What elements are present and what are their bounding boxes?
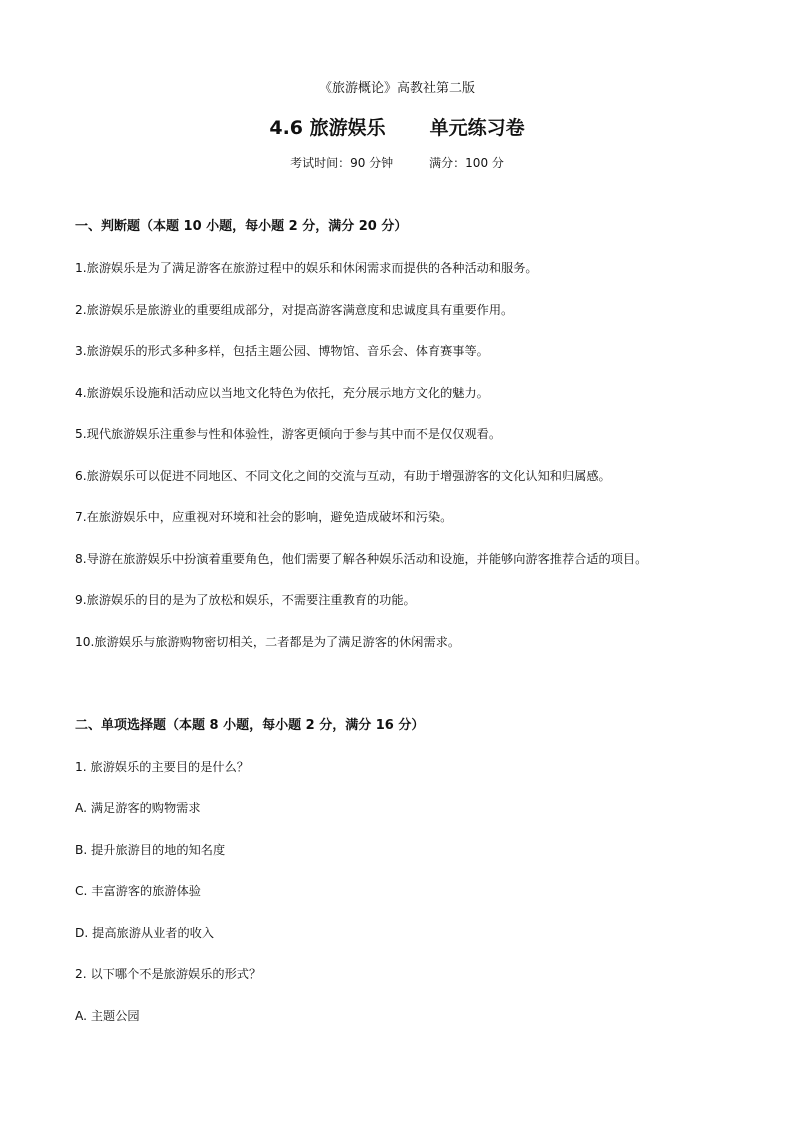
section-heading-true-false: 一、判断题（本题 10 小题，每小题 2 分，满分 20 分） (75, 219, 408, 234)
true-false-question: 4.旅游娱乐设施和活动应以当地文化特色为依托，充分展示地方文化的魅力。 (75, 386, 489, 400)
title-main: 4.6 旅游娱乐 (269, 117, 386, 139)
exam-meta (0, 157, 794, 169)
choice-option: D. 提高旅游从业者的收入 (75, 926, 215, 940)
true-false-question: 2.旅游娱乐是旅游业的重要组成部分，对提高游客满意度和忠诚度具有重要作用。 (75, 303, 514, 317)
full-score: 满分：100 分 (429, 156, 504, 170)
true-false-question: 5.现代旅游娱乐注重参与性和体验性，游客更倾向于参与其中而不是仅仅观看。 (75, 427, 502, 441)
exam-time: 考试时间：90 分钟 (290, 156, 394, 170)
true-false-question: 9.旅游娱乐的目的是为了放松和娱乐，不需要注重教育的功能。 (75, 593, 416, 607)
textbook-subtitle: 《旅游概论》高教社第二版 (318, 81, 475, 96)
section-heading-multiple-choice: 二、单项选择题（本题 8 小题，每小题 2 分，满分 16 分） (75, 718, 425, 733)
true-false-question: 1.旅游娱乐是为了满足游客在旅游过程中的娱乐和休闲需求而提供的各种活动和服务。 (75, 261, 538, 275)
choice-question-stem: 1. 旅游娱乐的主要目的是什么？ (75, 760, 249, 774)
true-false-question: 7.在旅游娱乐中，应重视对环境和社会的影响，避免造成破坏和污染。 (75, 510, 453, 524)
title-sub: 单元练习卷 (429, 117, 525, 139)
true-false-question: 3.旅游娱乐的形式多种多样，包括主题公园、博物馆、音乐会、体育赛事等。 (75, 344, 489, 358)
choice-option: A. 满足游客的购物需求 (75, 801, 201, 815)
choice-option: A. 主题公园 (75, 1009, 140, 1023)
choice-option: B. 提升旅游目的地的知名度 (75, 843, 226, 857)
true-false-question: 8.导游在旅游娱乐中扮演着重要角色，他们需要了解各种娱乐活动和设施，并能够向游客推荐合适的项目。 (75, 552, 648, 566)
true-false-question: 6.旅游娱乐可以促进不同地区、不同文化之间的交流与互动，有助于增强游客的文化认知和归属感。 (75, 469, 611, 483)
true-false-question: 10.旅游娱乐与旅游购物密切相关，二者都是为了满足游客的休闲需求。 (75, 635, 461, 649)
choice-option: C. 丰富游客的旅游体验 (75, 884, 201, 898)
page-title (0, 119, 794, 138)
choice-question-stem: 2. 以下哪个不是旅游娱乐的形式？ (75, 967, 262, 981)
